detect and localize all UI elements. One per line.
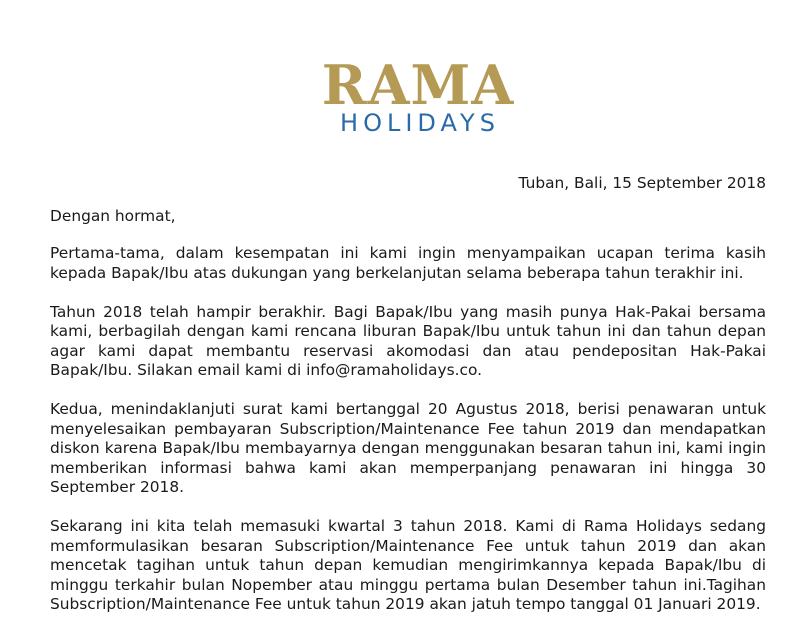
logo-wordmark: RAMA bbox=[321, 53, 515, 117]
letter-paragraph-3: Kedua, menindaklanjuti surat kami bertanggal 20 Agustus 2018, berisi penawaran untuk menyelesaikan pembayaran Subscription/Maintenance Fee tahun 2019 dan mendapatkan diskon karena Bapak/Ibu membayarnya dengan menggunakan besaran tahun ini, kami ingin memberikan informasi bahwa kami akan memperpanjang penawaran ini hingga 30 September 2018. bbox=[50, 400, 766, 496]
company-logo bbox=[0, 53, 800, 137]
letter-body bbox=[50, 174, 766, 634]
letter-paragraph-1: Pertama-tama, dalam kesempatan ini kami ingin menyampaikan ucapan terima kasih kepada Bapak/Ibu atas dukungan yang berkelanjutan selama beberapa tahun terakhir ini. bbox=[50, 244, 766, 282]
logo-subtitle: HOLIDAYS bbox=[340, 109, 500, 137]
letter-paragraph-2: Tahun 2018 telah hampir berakhir. Bagi Bapak/Ibu yang masih punya Hak-Pakai bersama kami, berbagilah dengan kami rencana liburan Bapak/Ibu untuk tahun ini dan tahun depan agar kami dapat membantu reservasi akomodasi dan atau pendepositan Hak-Pakai Bapak/Ibu. Silakan email kami di info@ramaholidays.co. bbox=[50, 302, 766, 379]
letter-salutation: Dengan hormat, bbox=[50, 206, 176, 225]
letter-paragraph-4: Sekarang ini kita telah memasuki kwartal 3 tahun 2018. Kami di Rama Holidays sedang memformulasikan besaran Subscription/Maintenance Fee untuk tahun 2019 dan akan mencetak tagihan untuk tahun depan kemudian mengirimkannya kepada Bapak/Ibu di minggu terkahir bulan Nopember atau minggu pertama bulan Desember tahun ini.Tagihan Subscription/Maintenance Fee untuk tahun 2019 akan jatuh tempo tanggal 01 Januari 2019. bbox=[50, 517, 766, 613]
letter-date: Tuban, Bali, 15 September 2018 bbox=[518, 174, 766, 192]
